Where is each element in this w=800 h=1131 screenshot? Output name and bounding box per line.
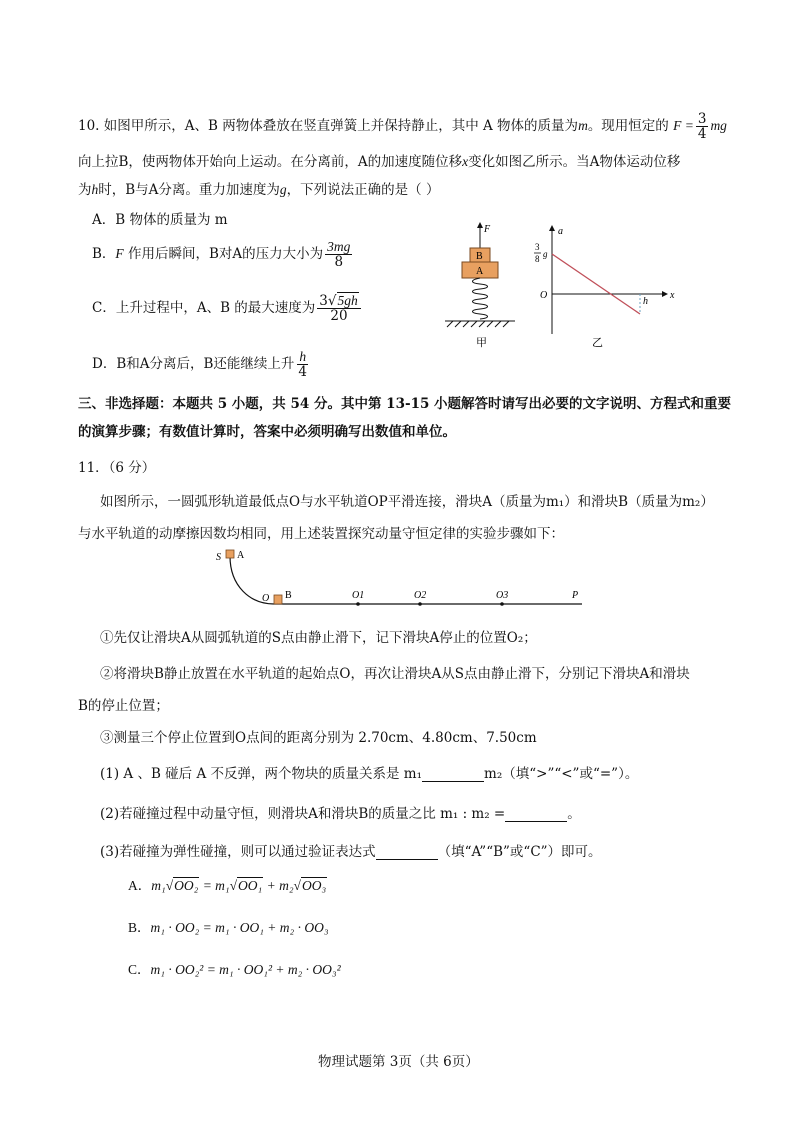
force-fraction: $\frac{3}{4}$ [697, 111, 707, 143]
block-a-label: A [476, 266, 484, 277]
choice-b: B．m₁ · OO₂ = m₁ · OO₁ + m₂ · OO₃ [128, 920, 329, 935]
choice-c: C．m₁ · OO₂² = m₁ · OO₁² + m₂ · OO₃² [128, 962, 341, 977]
point-o3-label: O3 [496, 590, 509, 601]
point-o3 [500, 602, 504, 606]
section3-line2: 的演算步骤；有数值计算时，答案中必须明确写出数值和单位。 [78, 424, 456, 440]
figure-yi [530, 222, 680, 352]
figure-jia [430, 220, 530, 350]
q11-part3: (3)若碰撞为弹性碰撞，则可以通过验证表达式 （填“A”“B”或“C”）即可。 [100, 844, 602, 860]
q10-option-c: C．上升过程中，A、B 的最大速度为 $\frac{3√5gh}{20}$ [92, 294, 363, 323]
acceleration-line [552, 254, 640, 314]
point-s-label: S [216, 552, 221, 563]
q10-option-b: B．F 作用后瞬间，B对A的压力大小为 $\frac{3mg}{8}$ [92, 239, 351, 271]
figure-jia-caption: 甲 [476, 337, 487, 349]
q11-part2: (2)若碰撞过程中动量守恒，则滑块A和滑块B的质量之比 m₁ : m₂ = 。 [100, 806, 581, 822]
origin-label: O [540, 290, 548, 301]
q11-intro-line1: 如图所示，一圆弧形轨道最低点O与水平轨道OP平滑连接，滑块A（质量为m₁）和滑块B（质量为m₂） [100, 494, 714, 510]
spring [473, 278, 488, 319]
point-o2 [418, 602, 422, 606]
q10-line1: 10. 如图甲所示，A、B 两物体叠放在竖直弹簧上并保持静止，其中 A 物体的质量为m。现用恒定的 F = $\frac{3}{4}$ mg [78, 111, 727, 143]
point-o1-label: O1 [352, 590, 365, 601]
figure-yi-caption: 乙 [592, 337, 603, 349]
q11-step3: ③测量三个停止位置到O点间的距离分别为 2.70cm、4.80cm、7.50cm [100, 730, 537, 746]
slider-a [226, 550, 234, 558]
a-axis-label: a [558, 226, 563, 237]
y-tick-den: 8 [535, 254, 540, 264]
slider-b-label: B [285, 590, 292, 601]
point-o2-label: O2 [414, 590, 427, 601]
x-axis-label: x [670, 290, 675, 301]
h-label: h [643, 296, 648, 307]
answer-blank-2[interactable] [505, 821, 567, 822]
y-tick-num: 3 [535, 242, 540, 252]
page-footer: 物理试题第 3页（共 6页） [318, 1054, 479, 1070]
section3-line1: 三、非选择题：本题共 5 小题，共 54 分。其中第 13-15 小题解答时请写出必要的文字说明、方程式和重要 [78, 396, 732, 412]
q11-header: 11．（6 分） [78, 460, 156, 476]
answer-blank-3[interactable] [376, 859, 438, 860]
point-p-label: P [572, 590, 579, 601]
force-label: F [484, 224, 491, 235]
q11-step2-line1: ②将滑块B静止放置在水平轨道的起始点O，再次让滑块A从S点由静止滑下，分别记下滑块A和滑块 [100, 666, 690, 682]
point-o1 [356, 602, 360, 606]
q11-step2-line2: B的停止位置； [78, 698, 169, 714]
q10-option-d: D．B和A分离后，B还能继续上升 $\frac{h}{4}$ [92, 349, 308, 381]
choice-a: A．m₁√OO₂ = m₁√OO₁ + m₂√OO₃ [128, 878, 327, 893]
q10-option-a: A．B 物体的质量为 m [92, 212, 228, 228]
slider-b [274, 595, 282, 604]
q11-step1: ①先仅让滑块A从圆弧轨道的S点由静止滑下，记下滑块A停止的位置O₂； [100, 630, 537, 646]
track-figure [210, 546, 590, 608]
point-o-label: O [262, 593, 270, 604]
answer-blank-1[interactable] [422, 781, 484, 782]
slider-a-label: A [237, 550, 245, 561]
q11-intro-line2: 与水平轨道的动摩擦因数均相同，用上述装置探究动量守恒定律的实验步骤如下： [78, 526, 564, 542]
y-tick-g: g [543, 249, 548, 259]
q11-part1: (1) A 、B 碰后 A 不反弹，两个物块的质量关系是 m₁ m₂（填“>”“<”或“=”）。 [100, 766, 639, 782]
q10-line3: 为h时，B与A分离。重力加速度为g，下列说法正确的是（ ） [78, 182, 440, 198]
q10-line2: 向上拉B，使两物体开始向上运动。在分离前，A的加速度随位移x变化如图乙所示。当A物体运动位移 [78, 154, 681, 170]
block-b-label: B [476, 251, 483, 262]
